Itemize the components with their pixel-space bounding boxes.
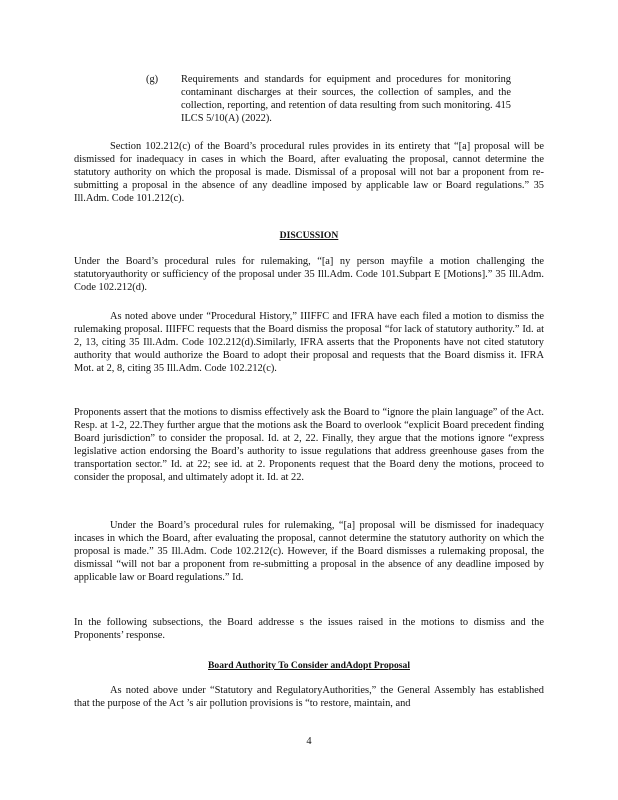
list-item-label: (g) <box>146 74 159 85</box>
discussion-heading: DISCUSSION <box>279 230 339 241</box>
list-item-text: Requirements and standards for equipment and procedures for monitoring contaminant discharges at their sources, the collection of samples, and the collection, reporting, and retention of data resulting from such monitoring. 415 ILCS 5/10(A) (2022). <box>181 74 511 124</box>
paragraph-motions-filed: As noted above under “Procedural History,” IIIFFC and IFRA have each filed a motion to dismiss the rulemaking proposal. IIIFFC requests that the Board dismiss the proposal “for lack of statutory authority.” Id. at 2, 13, citing 35 Ill.Adm. Code 102.212(d).Similarly, IFRA asserts that the Proponents have not cited statutory authority that would authorize the Board to adopt their proposal and requests that the Board dismiss it. IFRA Mot. at 2, 8, citing 35 Ill.Adm. Code 102.212(c). <box>74 311 544 374</box>
paragraph-procedural-rules: Under the Board’s procedural rules for rulemaking, “[a] ny person mayfile a motion challenging the statutoryauthority or sufficiency of the proposal under 35 Ill.Adm. Code 101.Subpart E [Motions].” 35 Ill.Adm. Code 102.212(d). <box>74 256 544 293</box>
page-number: 4 <box>306 736 312 747</box>
paragraph-proponents-assert: Proponents assert that the motions to dismiss effectively ask the Board to “ignore the plain language” of the Act. Resp. at 1-2, 22.They further argue that the motions ask the Board to overlook “explicit Board precedent finding Board jurisdiction” to consider the proposal. Id. at 2, 22. Finally, they argue that the motions ignore “express legislative action endorsing the Board’s authority to issue regulations that address greenhouse gases from the transportation sector.” Id. at 22; see id. at 2. Proponents request that the Board deny the motions, proceed to consider the proposal, and ultimately adopt it. Id. at 22. <box>74 407 544 483</box>
paragraph-section-102-212c: Section 102.212(c) of the Board’s procedural rules provides in its entirety that “[a] proposal will be dismissed for inadequacy in cases in which the Board, after evaluating the proposal, cannot determine the statutory authority on which the proposal is made. Dismissal of a proposal will not bar a proponent from re-submitting a proposal in the absence of any deadline imposed by applicable law or Board regulations.” 35 Ill.Adm. Code 101.212(c). <box>74 141 544 204</box>
board-authority-subheading: Board Authority To Consider andAdopt Proposal <box>208 660 410 671</box>
paragraph-following-subsections: In the following subsections, the Board addresse s the issues raised in the motions to dismiss and the Proponents’ response. <box>74 617 544 641</box>
paragraph-dismissal-standard: Under the Board’s procedural rules for rulemaking, “[a] proposal will be dismissed for inadequacy incases in which the Board, after evaluating the proposal, cannot determine the statutory authority on which the proposal is made.” 35 Ill.Adm. Code 102.212(c). However, if the Board dismisses a rulemaking proposal, the dismissal “will not bar a proponent from re-submitting a proposal in the absence of any deadline imposed by applicable law or Board regulations.” Id. <box>74 520 544 583</box>
paragraph-statutory-authorities: As noted above under “Statutory and RegulatoryAuthorities,” the General Assembly has established that the purpose of the Act ’s air pollution provisions is “to restore, maintain, and <box>74 685 544 709</box>
